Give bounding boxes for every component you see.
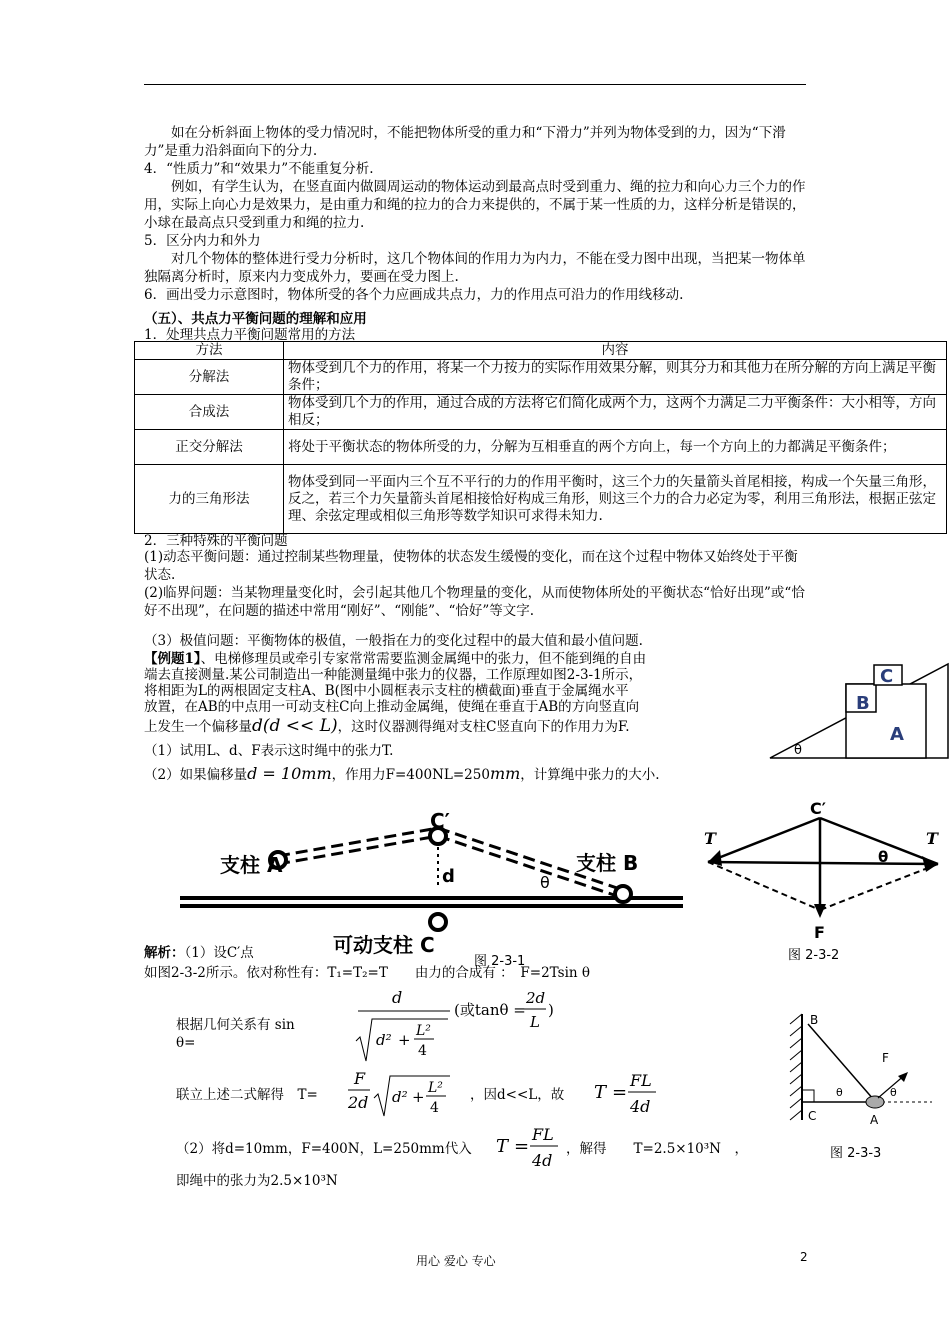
method-name: 分解法 [135, 360, 284, 395]
methods-table [134, 341, 947, 534]
example-text: ，这时仪器测得绳对支柱C竖直向下的作用力为F. [337, 719, 630, 735]
example-text: 上发生一个偏移量 [144, 719, 252, 735]
paragraph: 对几个物体的整体进行受力分析时，这几个物体间的作用力为内力，不能在受力图中出现，当把某一物体单独隔离分析时，原来内力变成外力，要画在受力图上. [144, 251, 806, 285]
label-d: d [442, 866, 455, 887]
arrow-f [814, 904, 826, 918]
pillar-c [430, 914, 446, 930]
formula-text: FL [630, 1071, 652, 1090]
formula-text: + [398, 1031, 411, 1049]
formula-text: d² [392, 1088, 408, 1106]
solution-head: 解析： [144, 945, 185, 961]
label-b: B [810, 1013, 819, 1027]
method-content: 物体受到几个力的作用，通过合成的方法将它们简化成两个力，这两个力满足二力平衡条件：大小相等，方向相反； [284, 395, 947, 430]
paragraph: 例如，有学生认为，在竖直面内做圆周运动的物体运动到最高点时受到重力、绳的拉力和向心力三个力的作用，实际上向心力是效果力，是由重力和绳的拉力的合力来提供的，不属于某一性质的力，这样分析是错误的，小球在最高点只受到重力和绳的拉力. [144, 179, 806, 231]
label-pillar-b: 支柱 B [576, 851, 639, 875]
solution-line: 联立上述二式解得 T= [176, 1087, 318, 1103]
special-item: （3）极值问题：平衡物体的极值，一般指在力的变化过程中的最大值和最小值问题. [144, 633, 643, 649]
table-row [135, 360, 947, 395]
figure-caption: 图 2-3-2 [788, 948, 840, 963]
arrow-head [898, 1072, 908, 1082]
formula-text: + [412, 1088, 425, 1106]
example-tag: 【例题1】 [144, 651, 201, 667]
formula-sin [350, 985, 570, 1065]
formula-text: L² [416, 1023, 431, 1039]
formula-text: 4 [430, 1100, 439, 1116]
formula-text: d [392, 988, 403, 1007]
figure-2-3-2 [690, 800, 950, 945]
method-name: 合成法 [135, 395, 284, 430]
method-content: 物体受到几个力的作用，将某一个力按力的实际作用效果分解，则其分力和其他力在所分解的方向上满足平衡条件； [284, 360, 947, 395]
figure-2-3-1 [178, 810, 688, 960]
solution-line: （2）将d=10mm，F=400N，L=250mm代入 [176, 1141, 472, 1157]
footer-text: 用心 爱心 专心 [416, 1254, 496, 1268]
formula-text: 2d [526, 989, 546, 1007]
question-text: ，作用力F=400NL=250 [331, 767, 490, 783]
label-theta: θ [794, 743, 802, 758]
formula-text: L² [428, 1080, 443, 1096]
table-row [135, 430, 947, 465]
formula-t-repeat [494, 1124, 564, 1174]
solution-text: （1）设C′点 [184, 945, 254, 961]
incline-blocks-figure [768, 662, 950, 762]
special-item: (1)动态平衡问题：通过控制某些物理量，使物体的状态发生缓慢的变化，而在这个过程中物体又始终处于平衡状态. [144, 549, 798, 583]
formula-text: = [612, 1082, 628, 1103]
header-rule [144, 84, 806, 85]
example-math: d(d << L) [252, 716, 338, 736]
formula-text: ) [548, 1001, 554, 1019]
label-t-left: T [704, 829, 716, 848]
label-c: C [880, 666, 894, 687]
formula-text: (或tanθ = [454, 1001, 526, 1019]
formula-text: = [514, 1136, 530, 1157]
question-math: d = 10mm [247, 764, 332, 783]
table-header-method: 方法 [135, 342, 284, 360]
solution-line: ，因d<<L，故 [470, 1087, 565, 1103]
figure-caption: 图 2-3-1 [474, 954, 526, 969]
formula-text: 4d [532, 1151, 553, 1170]
formula-text: L [530, 1013, 540, 1031]
paragraph: 5．区分内力和外力 [144, 233, 261, 249]
paragraph: 6．画出受力示意图时，物体所受的各个力应画成共点力，力的作用点可沿力的作用线移动. [144, 287, 684, 303]
label-b: B [856, 693, 870, 714]
ball-a [866, 1096, 884, 1108]
figure-caption: 图 2-3-3 [830, 1146, 882, 1161]
question-text: （2）如果偏移量 [144, 767, 248, 783]
figure-2-3-3 [786, 1010, 936, 1135]
method-content: 将处于平衡状态的物体所受的力，分解为互相垂直的两个方向上，每一个方向上的力都满足平衡条件； [284, 430, 947, 465]
formula-text: 2d [348, 1093, 369, 1112]
label-f: F [814, 923, 825, 942]
solution-line: 根据几何关系有 sin θ= [176, 1017, 300, 1051]
label-c: C [808, 1109, 817, 1123]
label-f: F [882, 1051, 889, 1065]
methods-intro: 1．处理共点力平衡问题常用的方法 [144, 327, 356, 343]
method-name: 正交分解法 [135, 430, 284, 465]
solution-line: ，解得 T=2.5×10³N ， [566, 1141, 748, 1157]
formula-text: T [496, 1136, 509, 1157]
label-t-right: T [926, 829, 938, 848]
formula-t-approx [592, 1070, 662, 1120]
example-text: 、电梯修理员或牵引专家常常需要监测金属绳中的张力，但不能到绳的自由 [200, 651, 647, 667]
solution-line: 即绳中的张力为2.5×10³N [176, 1173, 338, 1189]
paragraph: 如在分析斜面上物体的受力情况时，不能把物体所受的重力和“下滑力”并列为物体受到的力，因为“下滑力”是重力沿斜面向下的分力. [144, 125, 786, 159]
question: （1）试用L、d、F表示这时绳中的张力T. [144, 743, 394, 759]
right-angle-mark [802, 1090, 814, 1102]
solution-line: 如图2-3-2所示。依对称性有：T₁=T₂=T 由力的合成有 ： F=2Tsin θ [144, 965, 591, 981]
label-theta: θ [540, 873, 550, 892]
table-row [135, 395, 947, 430]
label-pillar-c: 可动支柱 C [333, 933, 435, 957]
label-pillar-a: 支柱 A [220, 853, 283, 877]
special-item: (2)临界问题：当某物理量变化时，会引起其他几个物理量的变化，从而使物体所处的平衡状态“恰好出现”或“恰好不出现”，在问题的描述中常用“刚好”、“刚能”、“恰好”等文字. [144, 585, 805, 619]
section-title: （五）、共点力平衡问题的理解和应用 [144, 311, 367, 327]
method-content: 物体受到同一平面内三个互不平行的力的作用平衡时，这三个力的矢量箭头首尾相接，构成一个矢量三角形，反之，若三个力矢量箭头首尾相接恰好构成三角形，则这三个力的合力必定为零，利用三角形法，根据正弦定理、余弦定理或相似三角形等数学知识可求得未知力. [284, 465, 947, 534]
example-line: 将相距为L的两根固定支柱A、B(图中小圆框表示支柱的横截面)垂直于金属绳水平 [144, 683, 629, 699]
label-theta: θ [878, 848, 889, 866]
formula-text: FL [532, 1125, 554, 1144]
solution-line [144, 944, 344, 962]
question-text: ，计算绳中张力的大小. [520, 767, 660, 783]
table-row [135, 465, 947, 534]
method-name: 力的三角形法 [135, 465, 284, 534]
formula-text: F [354, 1069, 366, 1088]
question [144, 765, 784, 784]
formula-text: 4 [418, 1043, 427, 1059]
label-theta: θ [836, 1086, 843, 1099]
question-math: mm [489, 764, 521, 783]
label-c-prime: C′ [810, 800, 826, 818]
label-theta: θ [890, 1086, 897, 1099]
force-lines [708, 818, 938, 910]
label-a: A [870, 1113, 879, 1127]
label-a: A [890, 724, 904, 745]
formula-t [346, 1068, 456, 1128]
formula-text: 4d [630, 1097, 651, 1116]
wall-hatch [790, 1014, 802, 1120]
page-number: 2 [800, 1250, 808, 1264]
formula-text: d² [376, 1031, 392, 1049]
formula-text: T [594, 1082, 607, 1103]
example-line [144, 717, 764, 736]
pillar-b [615, 886, 631, 902]
label-c-prime: C′ [430, 810, 450, 833]
example-line: 放置，在AB的中点用一可动支柱C向上推动金属绳，使绳在垂直于AB的方向竖直向 [144, 699, 640, 715]
paragraph: 4．“性质力”和“效果力”不能重复分析. [144, 161, 374, 177]
example-line: 端去直接测量.某公司制造出一种能测量绳中张力的仪器，工作原理如图2-3-1所示， [144, 667, 643, 683]
special-title: 2．三种特殊的平衡问题 [144, 533, 288, 549]
table-header-content: 内容 [284, 342, 947, 360]
